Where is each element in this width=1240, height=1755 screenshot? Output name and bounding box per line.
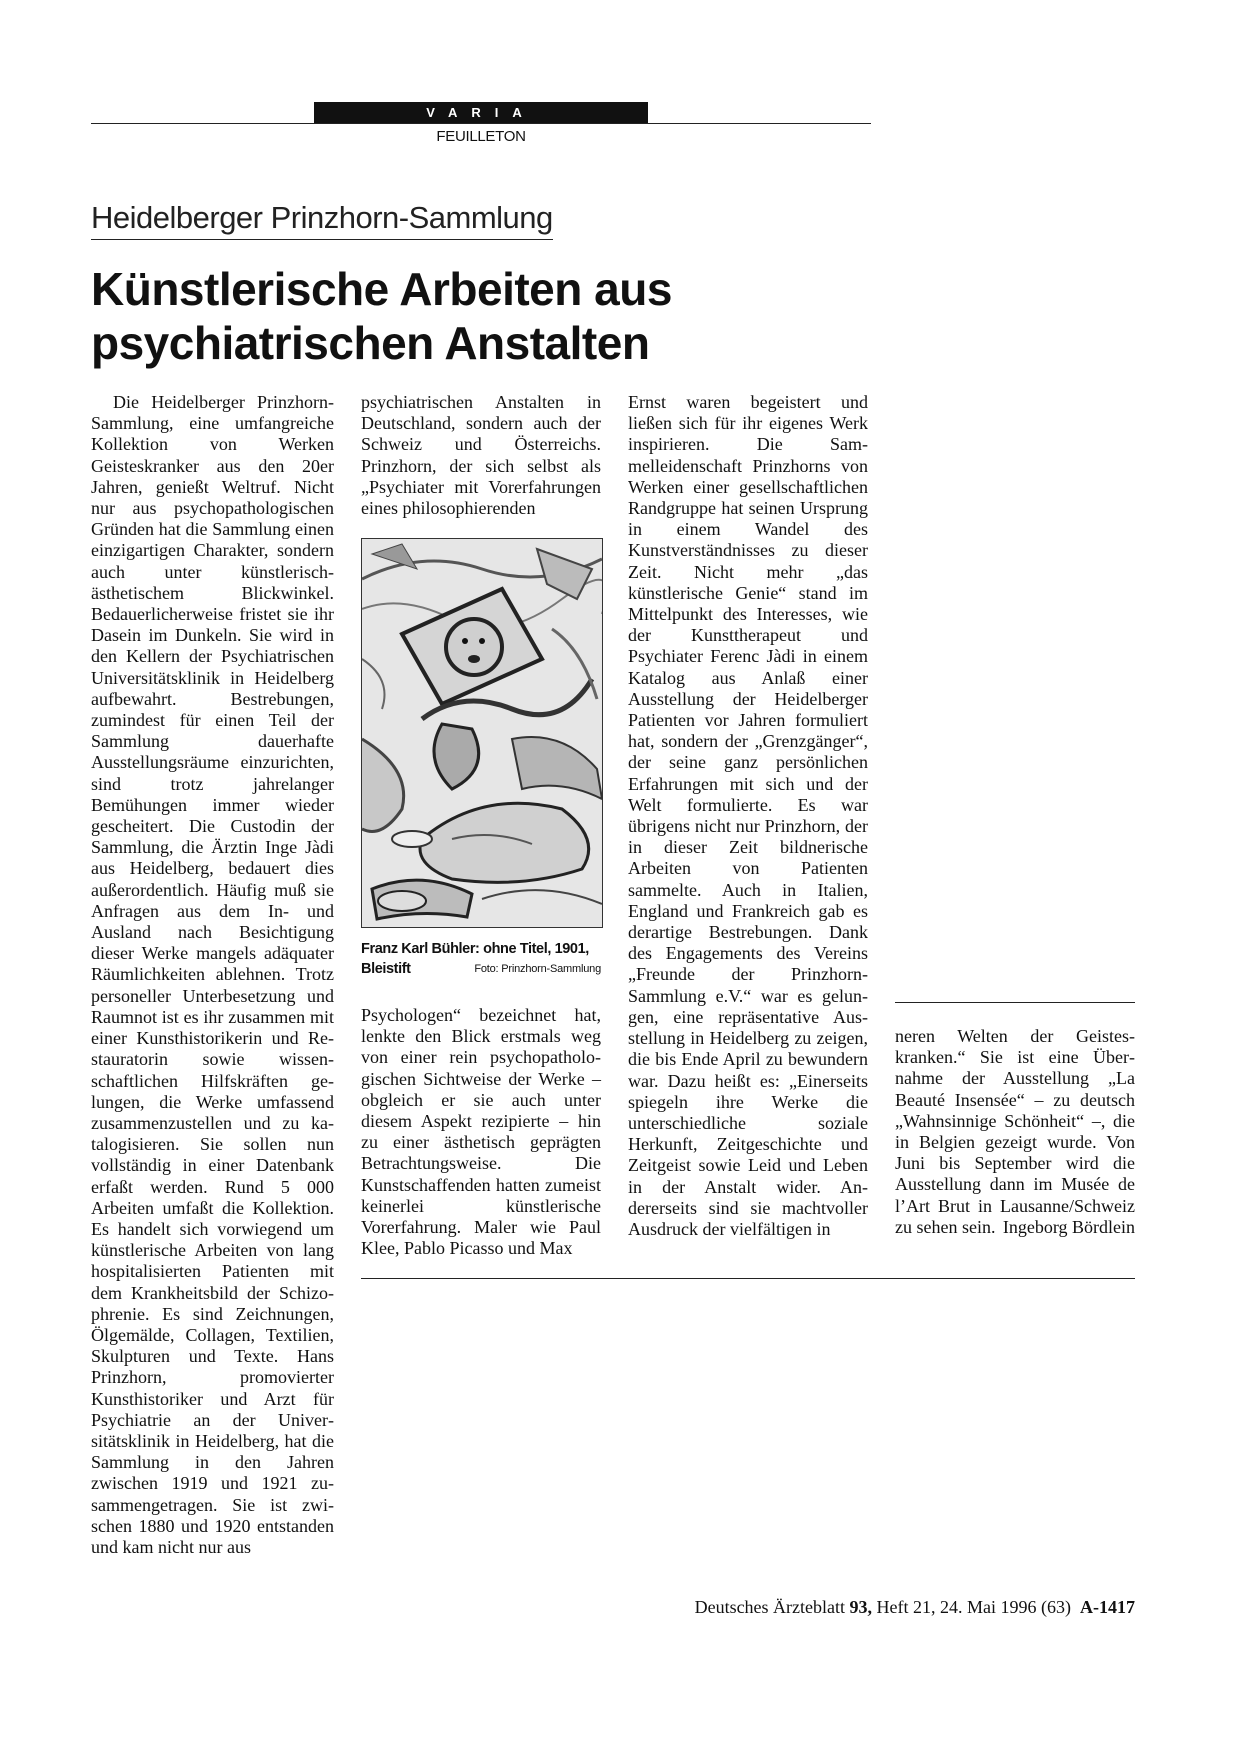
column-1-text: Die Heidelberger Prinzhorn-Sammlung, eine umfangreiche Kollektion von Werken Geisteskranker aus den 20er Jahren, genießt Weltruf. Nicht nur aus psychopathologischen Gründen hat die Sammlung einen einzigartigen Charakter, sondern auch unter künstlerisch-ästhetischem Blickwinkel. Bedauerlicherweise fristet sie ihr Dasein im Dunkeln. Sie wird in den Kellern der Psychiatrischen Universitätsklinik in Heidelberg aufbewahrt. Bestrebungen, zumindest für einen Teil der Sammlung dauerhafte Ausstellungsräume einzurichten, sind trotz jahrelanger Bemühungen immer wieder gescheitert. Die Custodin der Sammlung, die Ärztin Inge Jàdi aus Heidelberg, bedauert dies außerordentlich. Häufig muß sie Anfragen aus dem In- und Ausland nach Besichtigung dieser Werke mangels adäquater Räumlichkeiten ablehnen. Trotz personeller Unterbesetzung und Raumnot ist es ihr zusammen mit einer Kunsthistorikerin und Restauratorin sowie wissenschaftlichen Hilfskräften gelungen, die Werke umfassend zusammenzustellen und zu katalogisieren. Sie sollen nun vollständig in einer Datenbank erfaßt werden. Rund 5 000 Arbeiten umfaßt die Kollektion. Es handelt sich vorwiegend um künstlerische Arbeiten von lang hospitalisierten Patienten mit dem Krankheitsbild der Schizophrenie. Es sind Zeichnungen, Ölgemälde, Collagen, Textilien, Skulpturen und Texte. Hans Prinzhorn, promovierter Kunsthistoriker und Arzt für Psychiatrie an der Universitätsklinik in Heidelberg, hat die Sammlung in den Jahren zwischen 1919 und 1921 zusammengetragen. Sie ist zwischen 1880 und 1920 entstanden und kam nicht nur aus bbox=[91, 392, 334, 1557]
page-footer bbox=[600, 1597, 1135, 1618]
article-column-1 bbox=[91, 392, 334, 1558]
photo-credit: Foto: Prinzhorn-Sammlung bbox=[474, 963, 601, 975]
column-2-top-text: psychiatrischen Anstalten in Deutschland, sondern auch der Schweiz und Österreichs. Prinzhorn, der sich selbst als „Psychiater mit Vorerfahrungen eines philosophierenden bbox=[361, 392, 601, 519]
article-column-2-top bbox=[361, 392, 601, 519]
column-3-text: Ernst waren begeistert und ließen sich für ihr eigenes Werk inspirieren. Die Sammelleidenschaft Prinzhorns von Werken einer gesellschaftlichen Randgruppe hat seinen Ursprung in einem Wandel des Kunstverständnisses zu dieser Zeit. Nicht mehr „das künstlerische Genie“ stand im Mittelpunkt des Interesses, wie der Kunsttherapeut und Psychiater Ferenc Jàdi in einem Katalog aus Anlaß einer Ausstellung der Heidelberger Patienten vor Jahren formuliert hat, sondern der „Grenzgänger“, der seine ganz persönlichen Erfahrungen mit sich und der Welt formulierte. Es war übrigens nicht nur Prinzhorn, der in dieser Zeit bildnerische Arbeiten von Patienten sammelte. Auch in Italien, England und Frankreich gab es derartige Bestrebungen. Dank des Engagements des Vereins „Freunde der Prinzhorn-Sammlung e.V.“ war es gelungen, eine repräsentative Ausstellung in Heidelberg zu zeigen, die bis Ende April zu bewundern war. Dazu heißt es: „Einerseits spiegeln ihre Werke die unterschiedliche soziale Herkunft, Zeitgeschichte und Zeitgeist sowie Leid und Leben in der Anstalt wider. Andererseits sind sie machtvoller Ausdruck der vielfältigen in bbox=[628, 392, 868, 1239]
column-4-rule bbox=[895, 1002, 1135, 1003]
caption-text: Franz Karl Bühler: ohne Titel, 1901, Bleistift bbox=[361, 941, 589, 977]
page-number: A-1417 bbox=[1080, 1597, 1135, 1617]
figure-caption bbox=[361, 939, 601, 979]
article-headline bbox=[91, 262, 891, 370]
artwork-drawing bbox=[362, 539, 602, 927]
headline-line-1: Künstlerische Arbeiten aus bbox=[91, 263, 672, 315]
journal-issue: Heft 21, 24. Mai 1996 (63) bbox=[876, 1597, 1071, 1617]
journal-name: Deutsches Ärzteblatt bbox=[694, 1597, 846, 1617]
article-column-3 bbox=[628, 392, 868, 1240]
artwork-figure bbox=[361, 538, 603, 928]
article-column-4 bbox=[895, 1026, 1135, 1238]
headline-line-2: psychiatrischen Anstalten bbox=[91, 317, 650, 369]
subsection-label: FEUILLETON bbox=[436, 128, 526, 145]
article-column-2-bottom bbox=[361, 1005, 601, 1259]
column-2-bottom-text: Psychologen“ bezeichnet hat, lenkte den Blick erstmals weg von einer rein psychopathologischen Sichtweise der Werke – obgleich er sie auch unter diesem Aspekt rezipierte – hin zu einer ästhetisch geprägten Betrachtungsweise. Die Kunstschaffenden hatten zumeist keinerlei künstlerische Vorerfahrung. Maler wie Paul Klee, Pablo Picasso und Max bbox=[361, 1005, 601, 1259]
journal-volume: 93, bbox=[849, 1597, 873, 1617]
column-4-text bbox=[895, 1026, 1135, 1238]
article-kicker: Heidelberger Prinzhorn-Sammlung bbox=[91, 198, 553, 240]
column-4-body: neren Welten der Geisteskranken.“ Sie ist eine Übernahme der Ausstellung „La Beauté Insensée“ – zu deutsch „Wahnsinnige Schönheit“ –, die in Belgien gezeigt wurde. Von Juni bis September wird die Ausstellung dann im Musée de l’Art Brut in Lausanne/Schweiz zu sehen sein. bbox=[895, 1026, 1135, 1237]
section-label: VARIA bbox=[314, 102, 648, 123]
author-name: Ingeborg Bördlein bbox=[1002, 1216, 1135, 1237]
header-rule bbox=[91, 123, 871, 124]
article-end-rule bbox=[361, 1278, 1135, 1279]
